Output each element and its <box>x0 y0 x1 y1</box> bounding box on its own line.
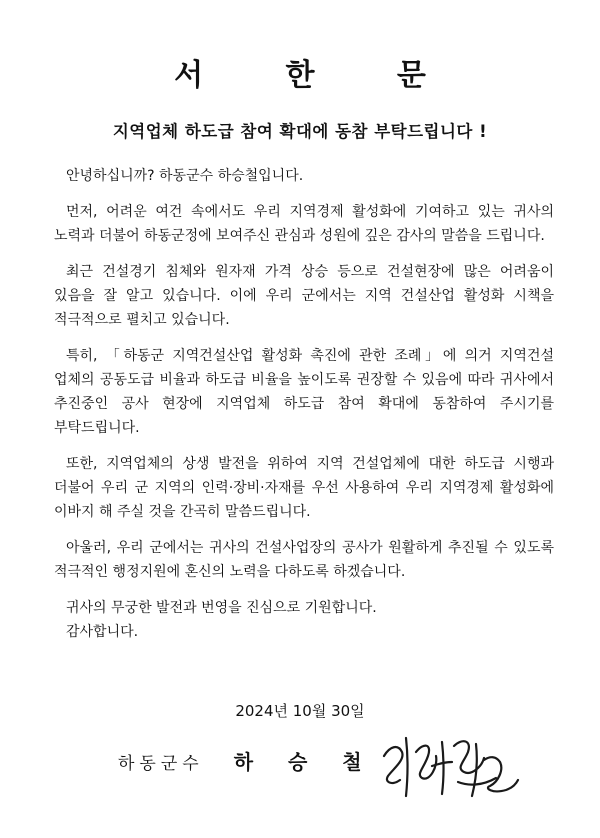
letter-body <box>54 164 554 644</box>
paragraph-greeting: 안녕하십니까? 하동군수 하승철입니다. <box>66 168 304 184</box>
signature-line <box>118 746 376 775</box>
paragraph-thanks: 먼저, 어려운 여건 속에서도 우리 지역경제 활성화에 기여하고 있는 귀사의 노력과 더불어 하동군정에 보여주신 관심과 성원에 깊은 감사의 말씀을 드립니다. <box>54 204 554 244</box>
handwritten-signature-icon <box>372 716 522 806</box>
signer-role: 하동군수 <box>118 754 204 774</box>
letter-title: 서 한 문 <box>174 58 462 93</box>
letter-subtitle: 지역업체 하도급 참여 확대에 동참 부탁드립니다 ! <box>112 122 488 141</box>
paragraph-local-resources: 또한, 지역업체의 상생 발전을 위하여 지역 건설업체에 대한 하도급 시행과 더불어 우리 군 지역의 인력·장비·자재를 우선 사용하여 우리 지역경제 활성화에 이바지 해 주실 것을 간곡히 말씀드립니다. <box>54 456 554 520</box>
paragraph-closing: 감사합니다. <box>66 624 139 640</box>
paragraph-support: 아울러, 우리 군에서는 귀사의 건설사업장의 공사가 원활하게 추진될 수 있도록 적극적인 행정지원에 혼신의 노력을 다하도록 하겠습니다. <box>54 540 554 580</box>
paragraph-wish: 귀사의 무궁한 발전과 번영을 진심으로 기원합니다. <box>66 600 377 616</box>
paragraph-situation: 최근 건설경기 침체와 원자재 가격 상승 등으로 건설현장에 많은 어려움이 있음을 잘 알고 있습니다. 이에 우리 군에서는 지역 건설산업 활성화 시책을 적극적으로 펼치고 있습니다. <box>54 264 554 328</box>
signer-name: 하 승 철 <box>233 750 376 774</box>
paragraph-request: 특히, 「하동군 지역건설산업 활성화 촉진에 관한 조례」에 의거 지역건설 업체의 공동도급 비율과 하도급 비율을 높이도록 권장할 수 있음에 따라 귀사에서 추진중인 공사 현장에 지역업체 하도급 참여 확대에 동참하여 주시기를 부탁드립니다. <box>54 348 554 436</box>
letter-date: 2024년 10월 30일 <box>235 702 365 720</box>
